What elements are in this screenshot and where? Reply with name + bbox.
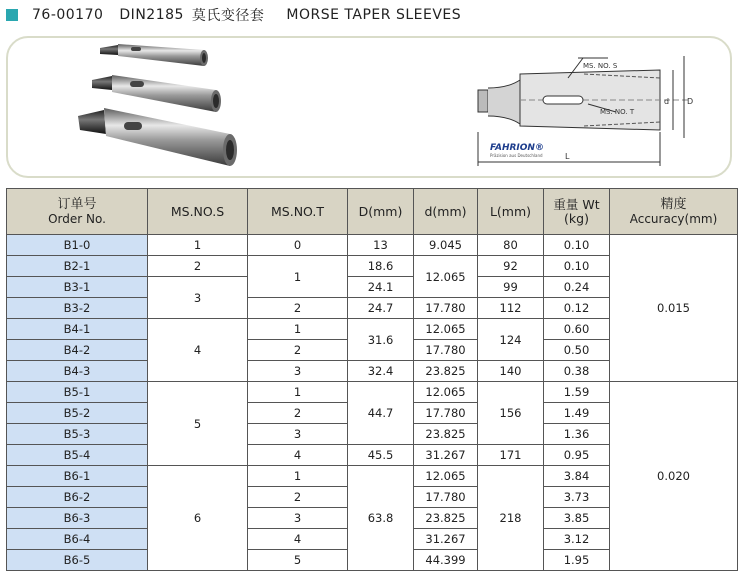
length-cell: 171 [478, 445, 544, 466]
d-small-cell: 12.065 [414, 256, 478, 298]
header-length: L(mm) [478, 189, 544, 235]
sleeve-large-image [78, 108, 237, 166]
label-ms-no-s: MS. NO. S [583, 62, 618, 70]
ms-s-cell: 2 [148, 256, 248, 277]
d-small-cell: 17.780 [414, 403, 478, 424]
order-code: B3-2 [7, 298, 148, 319]
d-small-cell: 17.780 [414, 340, 478, 361]
order-code: B5-3 [7, 424, 148, 445]
order-code: B6-4 [7, 529, 148, 550]
d-small-cell: 23.825 [414, 361, 478, 382]
ms-t-cell: 2 [248, 403, 348, 424]
ms-t-cell: 1 [248, 256, 348, 298]
header-ms-no-t: MS.NO.T [248, 189, 348, 235]
product-code: 76-00170 [32, 7, 104, 23]
weight-cell: 0.12 [544, 298, 610, 319]
d-small-cell: 31.267 [414, 529, 478, 550]
order-code: B6-5 [7, 550, 148, 571]
weight-cell: 3.85 [544, 508, 610, 529]
order-code: B1-0 [7, 235, 148, 256]
ms-s-cell: 1 [148, 235, 248, 256]
d-small-cell: 23.825 [414, 508, 478, 529]
d-small-cell: 31.267 [414, 445, 478, 466]
length-cell: 80 [478, 235, 544, 256]
d-large-cell: 45.5 [348, 445, 414, 466]
order-code: B6-2 [7, 487, 148, 508]
weight-cell: 0.10 [544, 256, 610, 277]
d-large-cell: 63.8 [348, 466, 414, 571]
length-cell: 92 [478, 256, 544, 277]
ms-t-cell: 1 [248, 319, 348, 340]
ms-t-cell: 1 [248, 382, 348, 403]
weight-cell: 0.60 [544, 319, 610, 340]
order-code: B5-4 [7, 445, 148, 466]
d-small-cell: 17.780 [414, 298, 478, 319]
length-cell: 140 [478, 361, 544, 382]
length-cell: 112 [478, 298, 544, 319]
order-code: B5-1 [7, 382, 148, 403]
d-small-cell: 12.065 [414, 382, 478, 403]
ms-t-cell: 3 [248, 508, 348, 529]
order-code: B4-1 [7, 319, 148, 340]
order-code: B3-1 [7, 277, 148, 298]
table-header-row [7, 189, 738, 235]
title-chinese: 莫氏变径套 [191, 8, 265, 24]
label-ms-no-t: MS. NO. T [600, 108, 635, 116]
ms-s-cell: 5 [148, 382, 248, 466]
standard-name: DIN2185 [119, 7, 184, 23]
weight-cell: 0.24 [544, 277, 610, 298]
weight-cell: 0.38 [544, 361, 610, 382]
weight-cell: 1.36 [544, 424, 610, 445]
d-small-cell: 12.065 [414, 466, 478, 487]
d-small-cell: 23.825 [414, 424, 478, 445]
order-code: B6-3 [7, 508, 148, 529]
d-small-cell: 12.065 [414, 319, 478, 340]
ms-t-cell: 1 [248, 466, 348, 487]
d-small-cell: 17.780 [414, 487, 478, 508]
header-ms-no-s: MS.NO.S [148, 189, 248, 235]
d-small-cell: 9.045 [414, 235, 478, 256]
accuracy-cell: 0.015 [610, 235, 738, 382]
accuracy-cell: 0.020 [610, 382, 738, 571]
d-large-cell: 31.6 [348, 319, 414, 361]
length-cell: 124 [478, 319, 544, 361]
page-header [6, 4, 461, 26]
weight-cell: 1.95 [544, 550, 610, 571]
d-large-cell: 18.6 [348, 256, 414, 277]
d-large-cell: 32.4 [348, 361, 414, 382]
header-d-large: D(mm) [348, 189, 414, 235]
d-large-cell: 13 [348, 235, 414, 256]
weight-cell: 0.50 [544, 340, 610, 361]
ms-s-cell: 3 [148, 277, 248, 319]
order-code: B4-3 [7, 361, 148, 382]
brand-tagline: Präzision aus Deutschland [490, 153, 543, 158]
header-order-no: 订单号 Order No. [7, 189, 148, 235]
ms-s-cell: 4 [148, 319, 248, 382]
weight-cell: 1.49 [544, 403, 610, 424]
product-illustration [8, 38, 730, 176]
d-large-cell: 24.7 [348, 298, 414, 319]
header-square-icon [6, 9, 18, 21]
length-cell: 218 [478, 466, 544, 571]
header-weight: 重量 Wt (kg) [544, 189, 610, 235]
brand-logo: FAHRION® [490, 143, 544, 153]
ms-t-cell: 0 [248, 235, 348, 256]
header-accuracy: 精度 Accuracy(mm) [610, 189, 738, 235]
ms-t-cell: 4 [248, 445, 348, 466]
ms-t-cell: 3 [248, 424, 348, 445]
label-length: L [565, 152, 570, 161]
spec-table [6, 188, 738, 571]
ms-t-cell: 4 [248, 529, 348, 550]
ms-t-cell: 2 [248, 340, 348, 361]
ms-t-cell: 5 [248, 550, 348, 571]
length-cell: 99 [478, 277, 544, 298]
header-d-small: d(mm) [414, 189, 478, 235]
ms-t-cell: 3 [248, 361, 348, 382]
weight-cell: 3.84 [544, 466, 610, 487]
product-illustration-panel [6, 36, 732, 178]
ms-t-cell: 2 [248, 298, 348, 319]
weight-cell: 1.59 [544, 382, 610, 403]
weight-cell: 3.12 [544, 529, 610, 550]
weight-cell: 3.73 [544, 487, 610, 508]
order-code: B2-1 [7, 256, 148, 277]
label-d-large: D [687, 97, 694, 106]
table-row [7, 235, 738, 256]
d-large-cell: 44.7 [348, 382, 414, 445]
weight-cell: 0.10 [544, 235, 610, 256]
sleeve-medium-image [92, 75, 221, 112]
length-cell: 156 [478, 382, 544, 445]
table-row [7, 382, 738, 403]
ms-t-cell: 2 [248, 487, 348, 508]
order-code: B4-2 [7, 340, 148, 361]
label-d-small: d [664, 97, 670, 106]
ms-s-cell: 6 [148, 466, 248, 571]
d-large-cell: 24.1 [348, 277, 414, 298]
d-small-cell: 44.399 [414, 550, 478, 571]
weight-cell: 0.95 [544, 445, 610, 466]
sleeve-small-image [100, 44, 208, 66]
title-english: MORSE TAPER SLEEVES [286, 7, 462, 23]
order-code: B6-1 [7, 466, 148, 487]
order-code: B5-2 [7, 403, 148, 424]
